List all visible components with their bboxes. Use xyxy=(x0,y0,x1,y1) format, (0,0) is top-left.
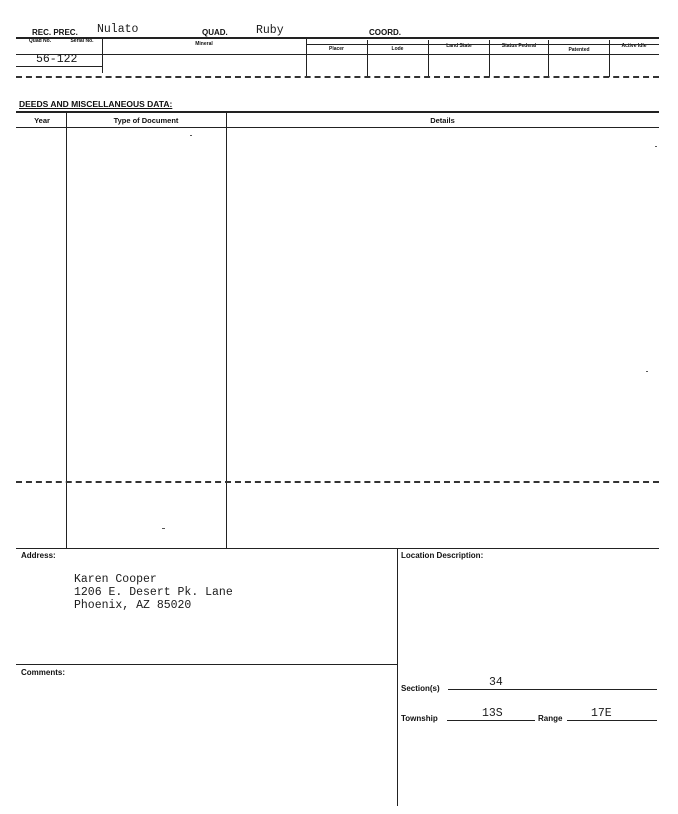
divider-patented xyxy=(609,40,610,77)
col-lode: Lode xyxy=(391,46,404,52)
bottom-vertical-divider xyxy=(397,548,398,806)
range-underline xyxy=(567,720,657,721)
comments-label: Comments: xyxy=(21,668,66,677)
section-underline xyxy=(448,689,657,690)
col-land-state: Land State xyxy=(446,43,472,49)
quad-label: QUAD. xyxy=(202,28,228,37)
deeds-dashed-rule xyxy=(16,481,659,483)
deeds-col-year: Year xyxy=(34,116,50,125)
col-quad-no: Quad No. xyxy=(28,38,52,44)
range-value: 17E xyxy=(591,707,612,720)
divider-status xyxy=(548,40,549,77)
comments-top-rule xyxy=(16,664,397,665)
divider-lode xyxy=(428,40,429,77)
divider-mineral xyxy=(306,37,307,77)
divider-placer xyxy=(367,40,368,77)
deeds-col-type: Type of Document xyxy=(113,116,179,125)
col-active-idle: Active Idle xyxy=(621,43,647,49)
col-placer: Placer xyxy=(328,46,344,52)
rec-prec-value: Nulato xyxy=(97,23,139,36)
deeds-section-title: DEEDS AND MISCELLANEOUS DATA: xyxy=(19,99,173,109)
quad-serial-value: 56-122 xyxy=(36,53,78,66)
speck-mark xyxy=(190,135,192,136)
divider-quad xyxy=(102,37,103,73)
quad-value: Ruby xyxy=(256,24,284,37)
address-line-2: 1206 E. Desert Pk. Lane xyxy=(74,586,233,599)
section-label: Section(s) xyxy=(401,684,440,693)
speck-mark xyxy=(655,146,657,147)
serial-bottom-rule xyxy=(16,66,102,67)
divider-land xyxy=(489,40,490,77)
deeds-header-rule xyxy=(16,127,659,128)
address-label: Address: xyxy=(21,551,56,560)
address-line-1: Karen Cooper xyxy=(74,573,157,586)
header-dashed-rule xyxy=(16,76,659,78)
scan-edge-noise xyxy=(14,800,659,806)
deeds-col-details: Details xyxy=(430,116,455,125)
speck-mark xyxy=(162,528,165,529)
address-line-3: Phoenix, AZ 85020 xyxy=(74,599,192,612)
deeds-top-rule xyxy=(16,111,659,113)
range-label: Range xyxy=(538,714,563,723)
bottom-top-rule xyxy=(16,548,659,549)
township-label: Township xyxy=(401,714,438,723)
col-patented: Patented xyxy=(568,47,590,53)
location-description-label: Location Description: xyxy=(401,551,484,560)
col-mineral: Mineral xyxy=(195,41,213,47)
column-header-rule xyxy=(16,54,659,55)
coord-label: COORD. xyxy=(369,28,401,37)
mineral-sub-rule xyxy=(306,44,659,45)
speck-mark xyxy=(646,371,648,372)
township-underline xyxy=(447,720,535,721)
col-serial-no: Serial No. xyxy=(70,38,94,44)
col-status-federal: Status Federal xyxy=(501,43,537,49)
township-value: 13S xyxy=(482,707,503,720)
header-top-rule xyxy=(16,37,659,39)
rec-prec-label: REC. PREC. xyxy=(32,28,78,37)
section-value: 34 xyxy=(489,676,503,689)
